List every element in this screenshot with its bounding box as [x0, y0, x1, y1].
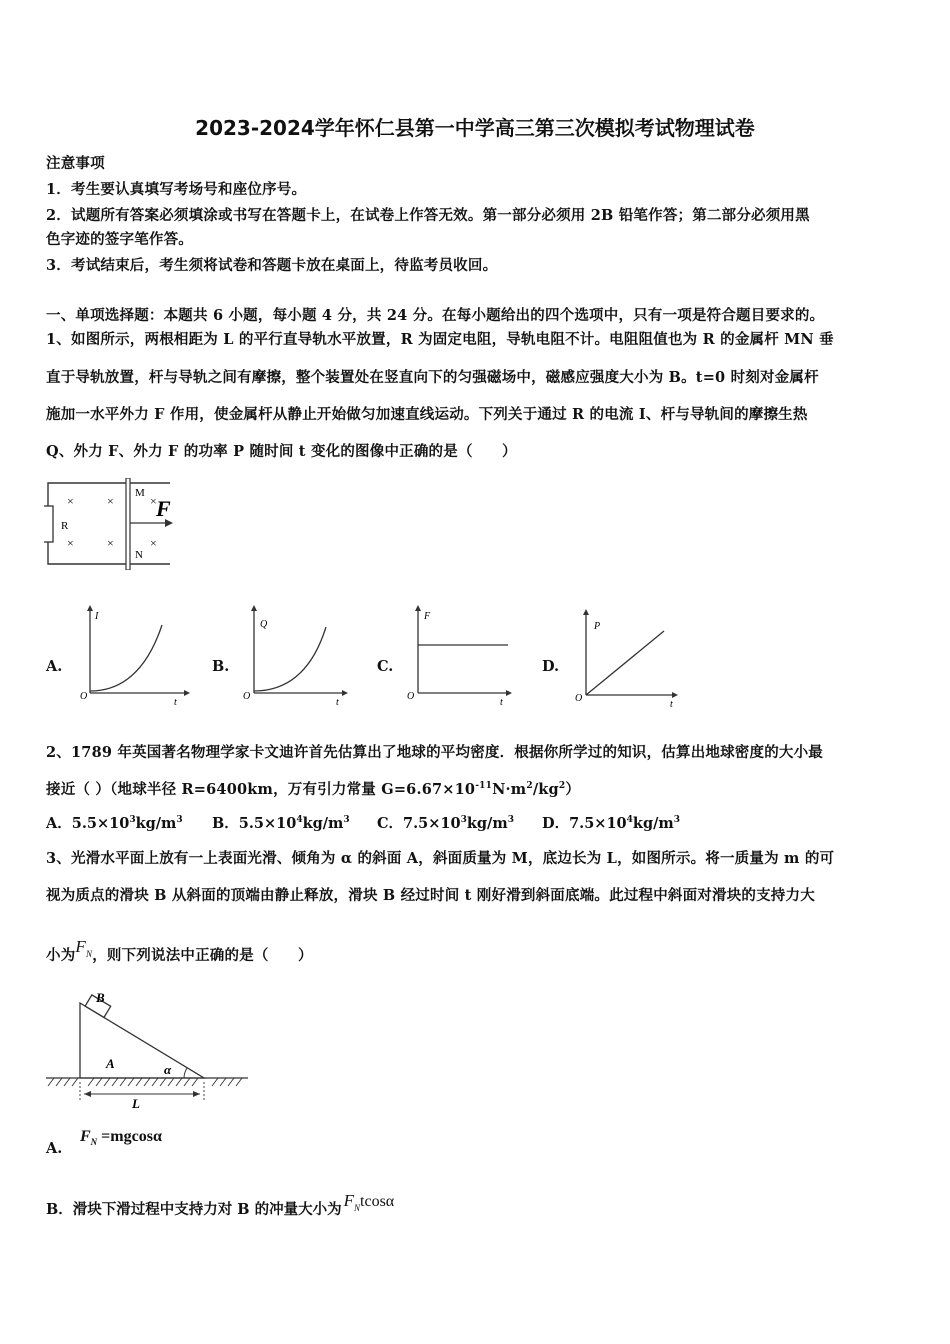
q2-line-2: 接近（ ）（地球半径 R=6400km，万有引力常量 $G=6.67\times 10^{-11}N\cdot m^2/kg^2$）	[46, 781, 581, 798]
svg-text:t: t	[500, 697, 503, 707]
q1-option-d-graph[interactable]	[572, 603, 684, 707]
q2-option-c[interactable]: C．$7.5\times 10^3kg/m^3$	[377, 815, 514, 832]
q1-line-2: 直于导轨放置，杆与导轨之间有摩擦，整个装置处在竖直向下的匀强磁场中，磁感应强度大小为 B。t=0 时刻对金属杆	[46, 369, 819, 386]
svg-text:t: t	[174, 697, 177, 707]
q2-option-b[interactable]: B．$5.5\times 10^4kg/m^3$	[212, 815, 350, 832]
q3-option-b[interactable]: B．滑块下滑过程中支持力对 B 的冲量大小为 $F^Ntcos\alpha$	[46, 1191, 395, 1218]
rod-label-n: N	[135, 549, 143, 561]
svg-text:O: O	[243, 691, 251, 702]
q1-option-b-label[interactable]: B.	[212, 658, 230, 675]
field-mark: ×	[107, 536, 114, 550]
svg-text:P: P	[594, 621, 601, 632]
rod-label-m: M	[135, 487, 145, 499]
resistor-label: R	[61, 520, 69, 532]
page-title: 2023-2024学年怀仁县第一中学高三第三次模拟考试物理试卷	[195, 116, 755, 140]
field-mark: ×	[150, 536, 157, 550]
force-label: F	[156, 496, 171, 521]
svg-text:Q: Q	[260, 619, 268, 630]
field-mark: ×	[67, 536, 74, 550]
notice-heading: 注意事项	[46, 155, 105, 172]
q1-option-d-label[interactable]: D.	[542, 658, 560, 675]
q3-line-3: 小为$F^N$，则下列说法中正确的是（ ）	[46, 937, 313, 964]
linear-line	[586, 631, 664, 695]
q2-line-1: 2、1789 年英国著名物理学家卡文迪许首先估算出了地球的平均密度．根据你所学过的知识，估算出地球密度的大小最	[46, 744, 823, 761]
section-heading: 一、单项选择题：本题共 6 小题，每小题 4 分，共 24 分。在每小题给出的四个选项中，只有一项是符合题目要求的。	[46, 307, 825, 324]
q3-line-2: 视为质点的滑块 B 从斜面的顶端由静止释放，滑块 B 经过时间 t 刚好滑到斜面底端。此过程中斜面对滑块的支持力大	[46, 887, 815, 904]
resistor-symbol	[44, 506, 53, 542]
block-a-label: A	[106, 1056, 115, 1071]
q1-line-3: 施加一水平外力 F 作用，使金属杆从静止开始做匀加速直线运动。下列关于通过 R 的电流 I、杆与导轨间的摩擦生热	[46, 406, 808, 423]
svg-text:O: O	[80, 691, 88, 702]
curve-line	[254, 627, 326, 691]
notice-item-2-cont: 色字迹的签字笔作答。	[46, 231, 193, 248]
q3-line-1: 3、光滑水平面上放有一上表面光滑、倾角为 α 的斜面 A，斜面质量为 M，底边长为 L，如图所示。将一质量为 m 的可	[46, 850, 835, 867]
q1-circuit-figure	[44, 478, 184, 570]
curve-line	[90, 625, 162, 691]
svg-text:F: F	[424, 611, 431, 622]
svg-text:O: O	[575, 693, 583, 704]
ground-hatch	[48, 1078, 242, 1086]
q1-line-4: Q、外力 F、外力 F 的功率 P 随时间 t 变化的图像中正确的是（ ）	[46, 443, 517, 460]
q1-option-b-graph[interactable]	[238, 603, 350, 707]
q2-option-a[interactable]: A．$5.5\times 10^3kg/m^3$	[46, 815, 183, 832]
field-mark: ×	[67, 494, 74, 508]
q3-option-a-label[interactable]: A.	[46, 1140, 63, 1157]
q1-option-a-label[interactable]: A.	[46, 658, 63, 675]
q3-incline-figure	[44, 986, 254, 1112]
q2-option-d[interactable]: D．$7.5\times 10^4kg/m^3$	[542, 815, 680, 832]
length-l-label: L	[132, 1096, 140, 1111]
notice-item-2: 2．试题所有答案必须填涂或书写在答题卡上，在试卷上作答无效。第一部分必须用 2B 铅笔作答；第二部分必须用黑	[46, 207, 810, 224]
svg-text:I: I	[95, 611, 99, 622]
q1-line-1: 1、如图所示，两根相距为 L 的平行直导轨水平放置，R 为固定电阻，导轨电阻不计。电阻阻值也为 R 的金属杆 MN 垂	[46, 331, 834, 348]
block-b-label: B	[96, 990, 105, 1005]
q1-option-c-label[interactable]: C.	[377, 658, 394, 675]
field-mark: ×	[107, 494, 114, 508]
fn-symbol: F	[75, 937, 86, 956]
angle-alpha-label: α	[164, 1062, 172, 1077]
metal-rod	[126, 478, 130, 570]
svg-text:t: t	[670, 699, 673, 707]
notice-item-1: 1．考生要认真填写考场号和座位序号。	[46, 181, 307, 198]
svg-text:t: t	[336, 697, 339, 707]
q1-option-c-graph[interactable]	[404, 603, 516, 707]
q3-option-a-expr[interactable]: $F_N =mgcos\alpha$	[80, 1128, 162, 1147]
svg-text:O: O	[407, 691, 415, 702]
field-mark: ×	[150, 494, 157, 508]
notice-item-3: 3．考试结束后，考生须将试卷和答题卡放在桌面上，待监考员收回。	[46, 257, 498, 274]
q1-option-a-graph[interactable]	[80, 603, 192, 707]
